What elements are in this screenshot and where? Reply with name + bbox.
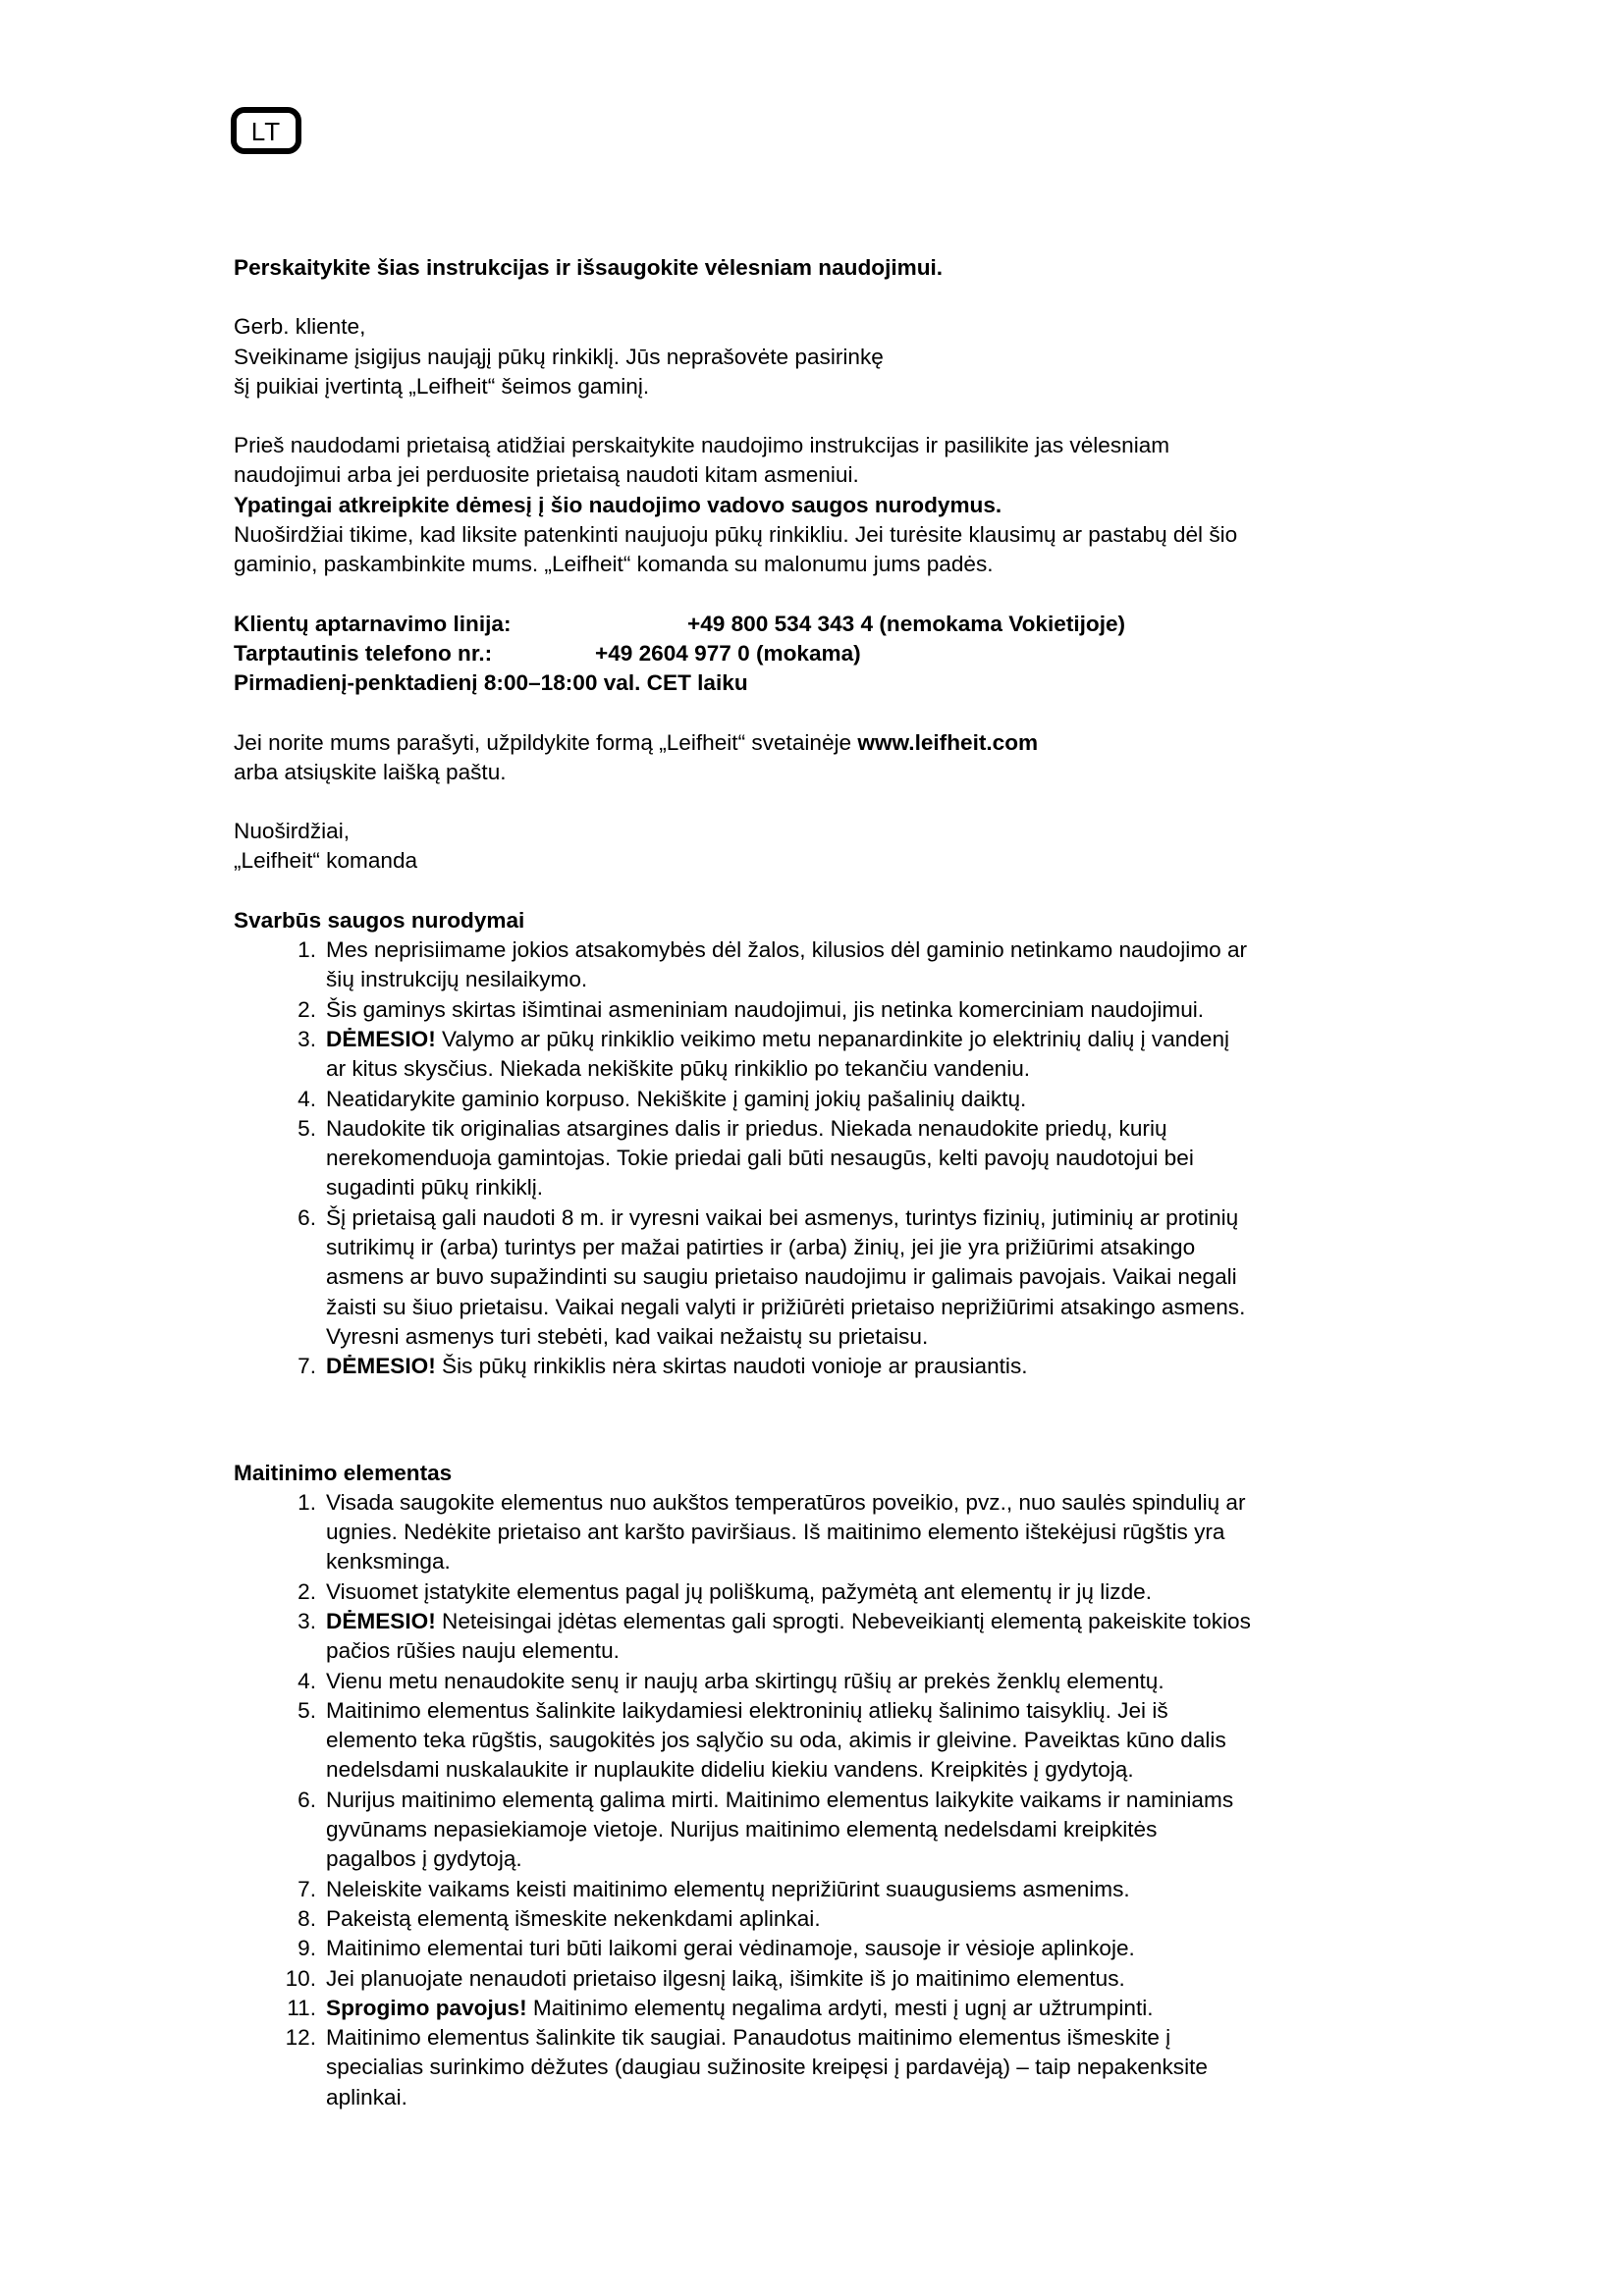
intro-emphasis: Ypatingai atkreipkite dėmesį į šio naudojimo vadovo saugos nurodymus. (234, 492, 1002, 517)
website-link[interactable]: www.leifheit.com (857, 729, 1039, 755)
list-item-text: elemento teka rūgštis, saugokitės jos sąlyčio su oda, akimis ir gleivine. Paveiktas kūno dalis (326, 1728, 1226, 1753)
intro-line: gaminio, paskambinkite mums. „Leifheit“ komanda su malonumu jums padės. (234, 552, 994, 577)
intro-block (234, 431, 1422, 579)
list-item-line (326, 1904, 1422, 1934)
greeting-block (234, 312, 1422, 401)
list-item (234, 1488, 1422, 1577)
list-item-text: pagalbos į gydytoją. (326, 1846, 522, 1872)
intro-line: Nuoširdžiai tikime, kad liksite patenkinti naujuoju pūkų rinkikliu. Jei turėsite klausimų ar pastabų dėl šio (234, 522, 1238, 548)
list-item-text: Visada saugokite elementus nuo aukštos temperatūros poveikio, pvz., nuo saulės spindulių ar (326, 1489, 1246, 1515)
battery-heading: Maitinimo elementas (234, 1460, 453, 1485)
document-body (234, 253, 1422, 2112)
closing-line: Nuoširdžiai, (234, 819, 351, 844)
list-item-line (326, 1114, 1422, 1144)
list-item-line (326, 1054, 1422, 1084)
list-item-number: 11. (287, 1995, 316, 2020)
language-badge-label: LT (250, 116, 282, 146)
list-item-text: Šis pūkų rinkiklis nėra skirtas naudoti vonioje ar prausiantis. (435, 1354, 1028, 1379)
list-item-line (326, 2083, 1422, 2112)
list-item-text: Neleiskite vaikams keisti maitinimo elementų neprižiūrint suaugusiems asmenims. (326, 1876, 1130, 1901)
list-item-line (326, 965, 1422, 994)
list-item-line (326, 995, 1422, 1025)
list-item (234, 1203, 1422, 1352)
list-item (234, 1696, 1422, 1786)
list-item-line (326, 1173, 1422, 1202)
list-item-line (326, 1233, 1422, 1262)
list-item-text: kenksminga. (326, 1549, 451, 1575)
list-item-number: 1. (298, 937, 316, 963)
greeting-line: Sveikiname įsigijus naująjį pūkų rinkiklį. Jūs neprašovėte pasirinkę (234, 344, 884, 369)
list-item-emphasis: DĖMESIO! (326, 1608, 436, 1633)
list-item-number: 5. (298, 1697, 316, 1723)
write-text: Jei norite mums parašyti, užpildykite formą „Leifheit“ svetainėje (234, 729, 858, 755)
list-item (234, 935, 1422, 995)
list-item-line (326, 2053, 1422, 2082)
intro-line: naudojimui arba jei perduosite prietaisą naudoti kitam asmeniui. (234, 462, 859, 488)
list-item-number: 8. (298, 1905, 316, 1931)
list-item (234, 1085, 1422, 1114)
list-item-line (326, 1203, 1422, 1233)
list-item-line (326, 2023, 1422, 2053)
list-item-line (326, 1875, 1422, 1904)
list-item-number: 4. (298, 1668, 316, 1693)
list-item-emphasis: DĖMESIO! (326, 1026, 436, 1051)
list-item (234, 1607, 1422, 1667)
list-item (234, 1352, 1422, 1381)
list-item-text: Maitinimo elementų negalima ardyti, mesti į ugnį ar užtrumpinti. (526, 1995, 1154, 2020)
list-item-text: Vienu metu nenaudokite senų ir naujų arba skirtingų rūšių ar prekės ženklų elementų. (326, 1668, 1164, 1693)
list-item-text: Nurijus maitinimo elementą galima mirti. Maitinimo elementus laikykite vaikams ir naminiams (326, 1787, 1234, 1812)
list-item (234, 1667, 1422, 1696)
list-item-emphasis: DĖMESIO! (326, 1354, 436, 1379)
list-item-text: Pakeistą elementą išmeskite nekenkdami aplinkai. (326, 1905, 821, 1931)
list-item-line (326, 1844, 1422, 1874)
greeting-line: Gerb. kliente, (234, 314, 366, 340)
list-item-number: 2. (298, 1578, 316, 1604)
list-item-line (326, 1786, 1422, 1815)
list-item-number: 6. (298, 1787, 316, 1812)
list-item-text: ugnies. Nedėkite prietaiso ant karšto paviršiaus. Iš maitinimo elemento ištekėjusi rūgštis yra (326, 1520, 1225, 1545)
list-item-text: nedelsdami nuskalaukite ir nuplaukite dideliu kiekiu vandens. Kreipkitės į gydytoją. (326, 1757, 1134, 1783)
list-item (234, 2023, 1422, 2112)
list-item-line (326, 1488, 1422, 1518)
list-item (234, 1934, 1422, 1963)
list-item-number: 3. (298, 1608, 316, 1633)
list-item-number: 1. (298, 1489, 316, 1515)
list-item-line (326, 1696, 1422, 1726)
list-item-line (326, 1547, 1422, 1576)
list-item-number: 5. (298, 1115, 316, 1141)
list-item (234, 1904, 1422, 1934)
list-item (234, 1577, 1422, 1607)
write-line: arba atsiųskite laišką paštu. (234, 759, 507, 784)
list-item-text: Vyresni asmenys turi stebėti, kad vaikai nežaistų su prietaisu. (326, 1323, 929, 1349)
list-item-text: Šis gaminys skirtas išimtinai asmeniniam naudojimui, jis netinka komerciniam naudojimui. (326, 996, 1205, 1022)
list-item-text: Naudokite tik originalias atsargines dalis ir priedus. Niekada nenaudokite priedų, kurių (326, 1115, 1167, 1141)
document-title: Perskaitykite šias instrukcijas ir išsaugokite vėlesniam naudojimui. (234, 255, 944, 280)
list-item-number: 10. (285, 1965, 316, 1991)
contact-block (234, 610, 1422, 699)
list-item-text: nerekomenduoja gamintojas. Tokie priedai gali būti nesaugūs, kelti pavojų naudotojui bei (326, 1146, 1194, 1171)
list-item-text: Jei planuojate nenaudoti prietaiso ilgesnį laiką, išimkite iš jo maitinimo elementus. (326, 1965, 1125, 1991)
list-item (234, 1786, 1422, 1875)
list-item-line (326, 1607, 1422, 1636)
safety-heading: Svarbūs saugos nurodymai (234, 907, 525, 933)
list-item-number: 9. (298, 1936, 316, 1961)
write-block (234, 728, 1422, 788)
intro-line: Prieš naudodami prietaisą atidžiai perskaitykite naudojimo instrukcijas ir pasilikite jas vėlesniam (234, 433, 1170, 458)
list-item-text: Neteisingai įdėtas elementas gali sprogti. Nebeveikiantį elementą pakeiskite tokios (435, 1608, 1251, 1633)
list-item (234, 1025, 1422, 1085)
list-item-text: žaisti su šiuo prietaisu. Vaikai negali valyti ir prižiūrėti prietaiso neprižiūrimi atsakingo asmens. (326, 1294, 1246, 1319)
greeting-line: šį puikiai įvertintą „Leifheit“ šeimos gaminį. (234, 373, 650, 399)
intl-phone-row (234, 639, 1422, 668)
hotline-number: +49 800 534 343 4 (nemokama Vokietijoje) (687, 611, 1126, 636)
list-item-text: Valymo ar pūkų rinkiklio veikimo metu nepanardinkite jo elektrinių dalių į vandenį (435, 1026, 1230, 1051)
list-item-line (326, 1815, 1422, 1844)
list-item-line (326, 1322, 1422, 1352)
list-item-line (326, 1262, 1422, 1292)
battery-list (234, 1488, 1422, 2112)
list-item-text: sugadinti pūkų rinkiklį. (326, 1175, 544, 1201)
list-item-line (326, 1293, 1422, 1322)
closing-signature: „Leifheit“ komanda (234, 848, 418, 874)
list-item-line (326, 1352, 1422, 1381)
list-item (234, 1964, 1422, 1994)
list-item-text: Visuomet įstatykite elementus pagal jų poliškumą, pažymėtą ant elementų ir jų lizde. (326, 1578, 1152, 1604)
list-item-number: 2. (298, 996, 316, 1022)
list-item-line (326, 1667, 1422, 1696)
list-item-text: Maitinimo elementus šalinkite tik saugiai. Panaudotus maitinimo elementus išmeskite į (326, 2025, 1171, 2051)
list-item-text: Mes neprisiimame jokios atsakomybės dėl žalos, kilusios dėl gaminio netinkamo naudojimo ar (326, 937, 1248, 963)
list-item-line (326, 1755, 1422, 1785)
list-item-number: 3. (298, 1026, 316, 1051)
write-line (234, 728, 1422, 758)
list-item-text: Neatidarykite gaminio korpuso. Nekiškite į gaminį jokių pašalinių daiktų. (326, 1086, 1027, 1111)
list-item-line (326, 1577, 1422, 1607)
list-item-number: 6. (298, 1204, 316, 1230)
list-item-line (326, 1994, 1422, 2023)
list-item-text: asmens ar buvo supažindinti su saugiu prietaiso naudojimu ir galimais pavojais. Vaikai negali (326, 1264, 1237, 1290)
list-item-text: pačios rūšies nauju elementu. (326, 1638, 620, 1664)
list-item-line (326, 1726, 1422, 1755)
list-item-number: 7. (298, 1354, 316, 1379)
list-item-text: sutrikimų ir (arba) turintys per mažai patirties ir (arba) žinių, jei jie yra prižiūrimi atsakingo (326, 1235, 1196, 1260)
opening-hours: Pirmadienį-penktadienį 8:00–18:00 val. CET laiku (234, 670, 748, 696)
list-item-text: Šį prietaisą gali naudoti 8 m. ir vyresni vaikai bei asmenys, turintys fizinių, jutiminių ar protinių (326, 1204, 1239, 1230)
list-item-number: 4. (298, 1086, 316, 1111)
safety-list (234, 935, 1422, 1381)
list-item-line (326, 1025, 1422, 1054)
language-badge (231, 107, 301, 154)
list-item (234, 1994, 1422, 2023)
list-item-text: aplinkai. (326, 2084, 407, 2109)
list-item (234, 995, 1422, 1025)
list-item-line (326, 1518, 1422, 1547)
list-item-text: gyvūnams nepasiekiamoje vietoje. Nurijus maitinimo elementą nedelsdami kreipkitės (326, 1817, 1158, 1842)
intl-phone-label: Tarptautinis telefono nr.: (234, 640, 493, 666)
list-item-text: Maitinimo elementus šalinkite laikydamiesi elektroninių atliekų šalinimo taisyklių. Jei iš (326, 1697, 1168, 1723)
list-item-line (326, 935, 1422, 965)
list-item-number: 7. (298, 1876, 316, 1901)
list-item-text: šių instrukcijų nesilaikymo. (326, 967, 588, 992)
list-item-line (326, 1964, 1422, 1994)
list-item-line (326, 1144, 1422, 1173)
list-item-text: Maitinimo elementai turi būti laikomi gerai vėdinamoje, sausoje ir vėsioje aplinkoje. (326, 1936, 1135, 1961)
hotline-label: Klientų aptarnavimo linija: (234, 611, 512, 636)
list-item-emphasis: Sprogimo pavojus! (326, 1995, 527, 2020)
closing-block (234, 817, 1422, 877)
intl-phone-number: +49 2604 977 0 (mokama) (595, 640, 861, 666)
list-item-number: 12. (285, 2025, 316, 2051)
hotline-row (234, 610, 1422, 639)
list-item-line (326, 1085, 1422, 1114)
list-item (234, 1114, 1422, 1203)
list-item (234, 1875, 1422, 1904)
list-item-line (326, 1934, 1422, 1963)
list-item-text: specialias surinkimo dėžutes (daugiau sužinosite kreipęsi į pardavėją) – taip nepakenksite (326, 2055, 1208, 2080)
list-item-text: ar kitus skysčius. Niekada nekiškite pūkų rinkiklio po tekančiu vandeniu. (326, 1056, 1031, 1082)
list-item-line (326, 1636, 1422, 1666)
